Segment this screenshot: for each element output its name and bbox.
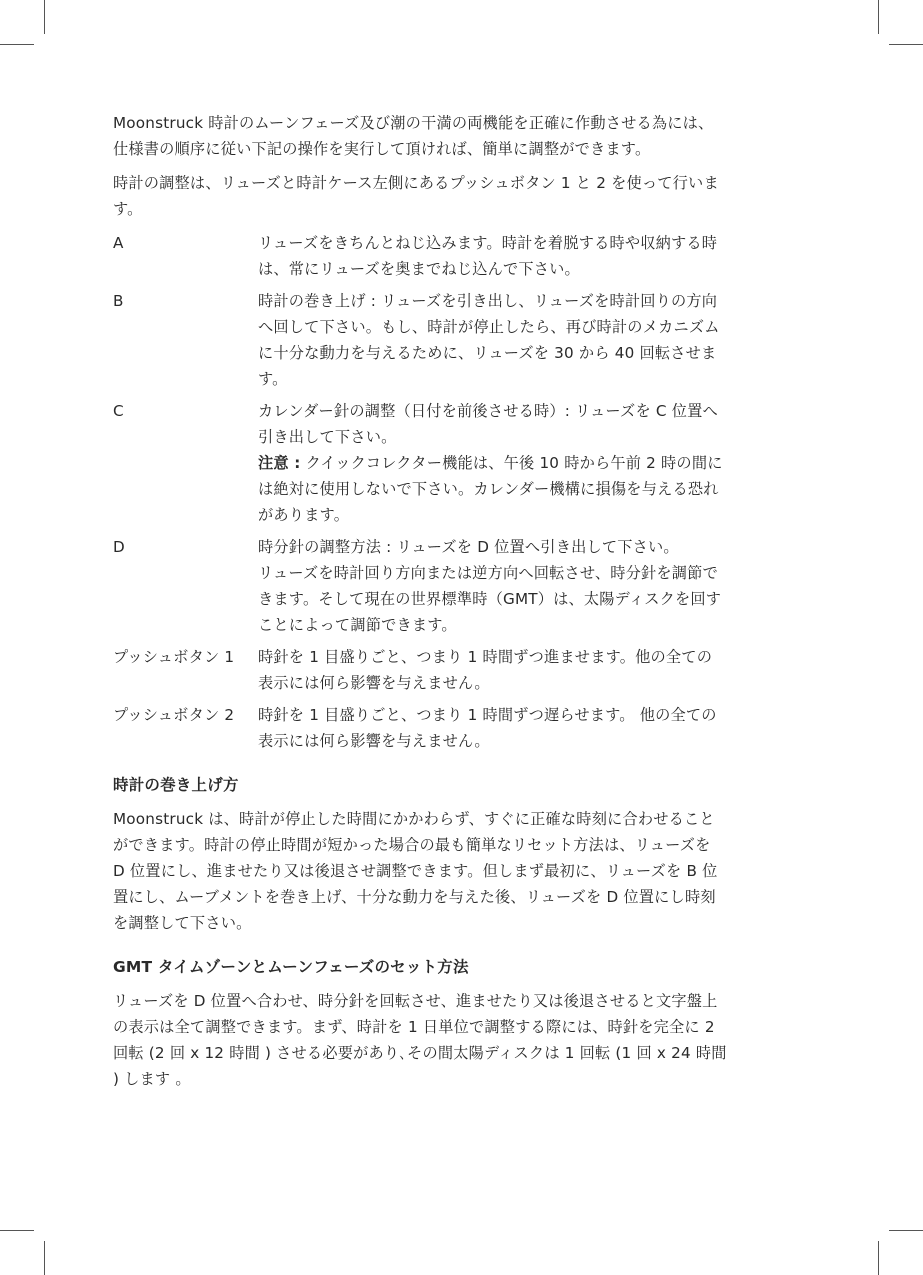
- step-d: [113, 534, 727, 638]
- step-push-button-2: [113, 702, 727, 754]
- step-text: 時針を 1 目盛りごと、つまり 1 時間ずつ遅らせます。 他の全ての表示には何ら影響を与えません。: [258, 706, 717, 750]
- note-label: 注意 :: [258, 454, 301, 472]
- section-body-gmt: リューズを D 位置へ合わせ、時分針を回転させ、進ませたり又は後退させると文字盤上の表示は全て調整できます。まず、時計を 1 日単位で調整する際には、時針を完全に 2 回転 (2 回 x 12 時間 ) させる必要があり､その間太陽ディスクは 1 回転 (1 回 x 24 時間 ) します 。: [113, 992, 727, 1088]
- section-heading-gmt: GMT タイムゾーンとムーンフェーズのセット方法: [113, 958, 469, 976]
- intro-paragraph-2: 時計の調整は、リューズと時計ケース左側にあるプッシュボタン 1 と 2 を使って行います。: [113, 174, 719, 218]
- crop-mark-top-left-vertical: [44, 0, 45, 34]
- step-label: プッシュボタン 2: [113, 706, 235, 724]
- step-label: プッシュボタン 1: [113, 648, 235, 666]
- step-text: 時針を 1 目盛りごと、つまり 1 時間ずつ進ませます。他の全ての表示には何ら影響を与えません。: [258, 648, 713, 692]
- intro-paragraph-1: Moonstruck 時計のムーンフェーズ及び潮の干満の両機能を正確に作動させる為には、仕様書の順序に従い下記の操作を実行して頂ければ、簡単に調整ができます。: [113, 114, 714, 158]
- crop-mark-bottom-left-vertical: [44, 1241, 45, 1275]
- step-text-continued: リューズを時計回り方向または逆方向へ回転させ、時分針を調節できます。そして現在の世界標準時（GMT）は、太陽ディスクを回すことによって調節できます。: [258, 564, 722, 634]
- step-note: [258, 450, 727, 528]
- step-text: 時分針の調整方法 : リューズを D 位置へ引き出して下さい。: [258, 538, 679, 556]
- step-label: A: [113, 234, 124, 252]
- step-b: [113, 288, 727, 392]
- crop-mark-bottom-right-horizontal: [889, 1230, 923, 1231]
- step-a: [113, 230, 727, 282]
- crop-mark-top-right-vertical: [878, 0, 879, 34]
- crop-mark-bottom-left-horizontal: [0, 1230, 34, 1231]
- step-text-block: [258, 534, 727, 638]
- step-c: [113, 398, 727, 528]
- crop-mark-top-left-horizontal: [0, 44, 34, 45]
- step-label: B: [113, 292, 124, 310]
- section-heading-winding: 時計の巻き上げ方: [113, 776, 239, 794]
- step-text: 時計の巻き上げ : リューズを引き出し、リューズを時計回りの方向へ回して下さい。もし、時計が停止したら、再び時計のメカニズムに十分な動力を与えるために、リューズを 30 から 40 回転させます。: [258, 292, 720, 388]
- step-text: カレンダー針の調整（日付を前後させる時）: リューズを C 位置へ引き出して下さい。: [258, 402, 718, 446]
- step-push-button-1: [113, 644, 727, 696]
- document-body: [113, 110, 727, 1100]
- step-label: C: [113, 402, 124, 420]
- crop-mark-bottom-right-vertical: [878, 1241, 879, 1275]
- step-text: リューズをきちんとねじ込みます。時計を着脱する時や収納する時は、常にリューズを奥までねじ込んで下さい。: [258, 234, 718, 278]
- step-text-block: [258, 398, 727, 528]
- note-text: クイックコレクター機能は、午後 10 時から午前 2 時の間には絶対に使用しないで下さい。カレンダー機構に損傷を与える恐れがあります。: [258, 454, 723, 524]
- crop-mark-top-right-horizontal: [889, 44, 923, 45]
- step-label: D: [113, 538, 125, 556]
- section-body-winding: Moonstruck は、時計が停止した時間にかかわらず、すぐに正確な時刻に合わせることができます。時計の停止時間が短かった場合の最も簡単なリセット方法は、リューズを D 位置にし、進ませたり又は後退させ調整できます。但しまず最初に、リューズを B 位置にし、ムーブメントを巻き上げ、十分な動力を与えた後、リューズを D 位置にし時刻を調整して下さい。: [113, 810, 718, 932]
